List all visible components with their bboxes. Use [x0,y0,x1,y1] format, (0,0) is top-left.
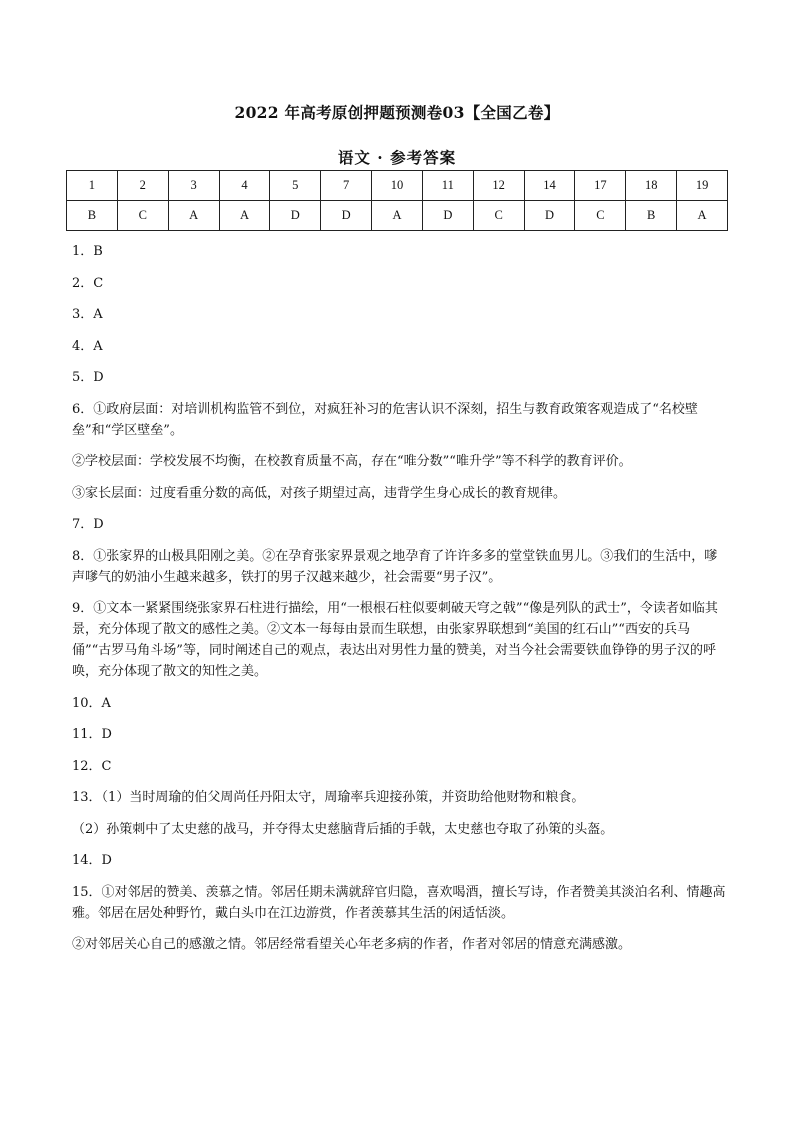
answer-paragraph: 14．D [72,853,112,868]
question-number: 5 [270,171,321,201]
answer-table-question-row [67,171,728,201]
answer-paragraph: ③家长层面：过度看重分数的高低，对孩子期望过高，违背学生身心成长的教育规律。 [72,485,567,501]
question-number: 14 [524,171,575,201]
question-number: 2 [117,171,168,201]
answer-paragraph: 10．A [72,695,111,711]
answer-paragraph: 8．①张家界的山极具阳刚之美。②在孕育张家界景观之地孕育了许许多多的堂堂铁血男儿。③我们的生活中，嗲声嗲气的奶油小生越来越多，铁打的男子汉越来越少，社会需要“男子汉”。 [72,548,718,585]
question-number: 17 [575,171,626,201]
answer-letter: A [372,201,423,231]
question-number: 11 [422,171,473,201]
answer-paragraph: 2．C [72,275,104,291]
answer-letter: D [524,201,575,231]
answer-letter: D [422,201,473,231]
answer-letter: C [117,201,168,231]
answer-paragraph: 15．①对邻居的赞美、羡慕之情。邻居任期未满就辞官归隐，喜欢喝酒，擅长写诗，作者赞美其淡泊名利、情趣高雅。邻居在居处种野竹，戴白头巾在江边游赏，作者羡慕其生活的闲适恬淡。 [72,884,726,921]
question-number: 10 [372,171,423,201]
question-number: 18 [626,171,677,201]
answer-letter: B [67,201,118,231]
answer-paragraph: 11．D [72,727,112,742]
answer-paragraph: 6．①政府层面：对培训机构监管不到位，对疯狂补习的危害认识不深刻，招生与教育政策客观造成了“名校壁垒”和“学区壁垒”。 [72,401,698,438]
answer-letter: C [473,201,524,231]
answer-letter: C [575,201,626,231]
answer-explanations [72,241,727,966]
answer-letter: D [321,201,372,231]
question-number: 3 [168,171,219,201]
answer-letter: D [270,201,321,231]
answer-paragraph: 1．B [72,244,103,259]
page-subtitle: 语文 · 参考答案 [337,148,457,167]
answer-paragraph: 4．A [72,338,103,354]
answer-table [66,170,728,231]
question-number: 12 [473,171,524,201]
answer-paragraph: （2）孙策刺中了太史慈的战马，并夺得太史慈脑背后插的手戟，太史慈也夺取了孙策的头盔。 [72,821,614,837]
answer-letter: B [626,201,677,231]
question-number: 1 [67,171,118,201]
answer-letter: A [677,201,728,231]
answer-paragraph: 12．C [72,758,112,774]
question-number: 4 [219,171,270,201]
answer-paragraph: 5．D [72,370,104,385]
answer-table-answer-row [67,201,728,231]
answer-paragraph: ②对邻居关心自己的感激之情。邻居经常看望关心年老多病的作者，作者对邻居的情意充满感激。 [72,937,632,952]
answer-letter: A [219,201,270,231]
page-title: 2022 年高考原创押题预测卷03【全国乙卷】 [234,103,560,122]
answer-paragraph: ②学校层面：学校发展不均衡，在校教育质量不高，存在“唯分数”“唯升学”等不科学的教育评价。 [72,454,632,469]
answer-paragraph: 3．A [72,307,103,322]
answer-paragraph: 7．D [72,517,104,532]
question-number: 19 [677,171,728,201]
answer-paragraph: 9．①文本一紧紧围绕张家界石柱进行描绘，用“一根根石柱似要刺破天穹之戟”“像是列队的武士”，令读者如临其景，充分体现了散文的感性之美。②文本一每每由景而生联想，由张家界联想到“美国的红石山”“西安的兵马俑”“古罗马角斗场”等，同时阐述自己的观点，表达出对男性力量的赞美，对当今社会需要铁血铮铮的男子汉的呼唤，充分体现了散文的知性之美。 [72,601,718,679]
answer-paragraph: 13．（1）当时周瑜的伯父周尚任丹阳太守，周瑜率兵迎接孙策，并资助给他财物和粮食。 [72,790,585,805]
question-number: 7 [321,171,372,201]
answer-letter: A [168,201,219,231]
